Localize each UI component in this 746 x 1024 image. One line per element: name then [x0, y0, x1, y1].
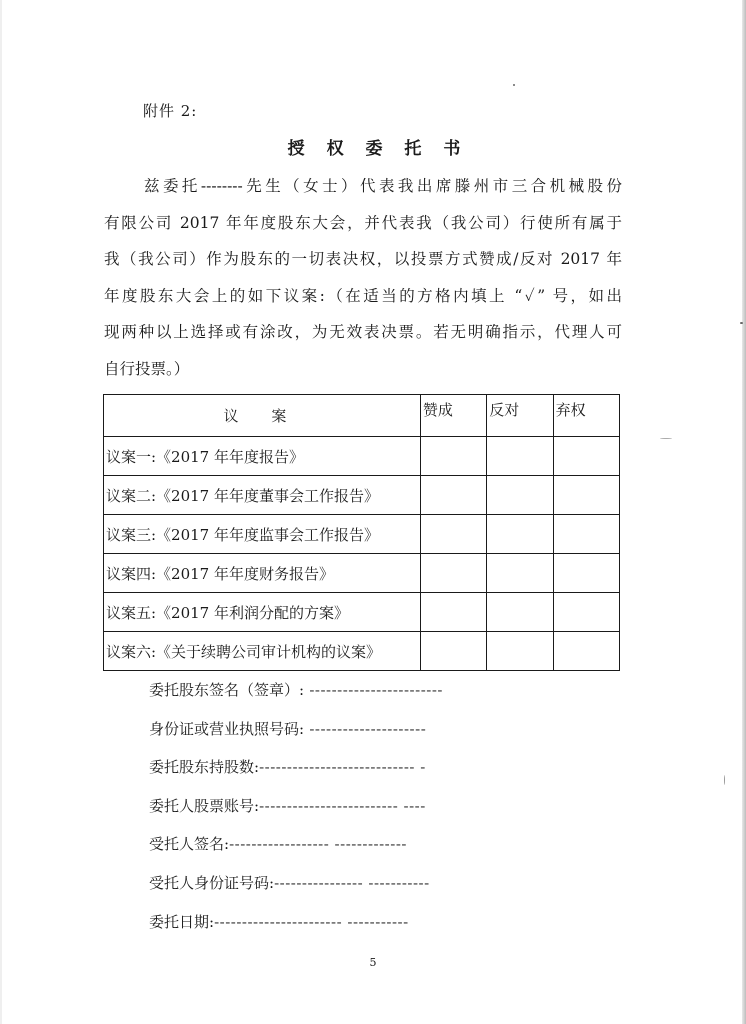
authorization-paragraph	[104, 168, 622, 387]
approve-cell[interactable]	[420, 437, 486, 476]
oppose-cell[interactable]	[487, 593, 553, 632]
abstain-cell[interactable]	[553, 632, 619, 671]
abstain-cell[interactable]	[553, 515, 619, 554]
paragraph-line: 我（我公司）作为股东的一切表决权，以投票方式赞成/反对 2017 年	[104, 250, 622, 268]
approve-cell[interactable]	[420, 632, 486, 671]
form-row-stock-account	[149, 792, 443, 831]
paragraph-line: 现两种以上选择或有涂改，为无效表决票。若无明确指示，代理人可	[104, 323, 622, 341]
paragraph-line: 兹委托--------先生（女士）代表我出席滕州市三合机械股份	[144, 177, 622, 195]
oppose-cell[interactable]	[487, 515, 553, 554]
attachment-label: 附件 2:	[143, 102, 198, 120]
form-row-date	[149, 908, 443, 947]
approve-cell[interactable]	[420, 593, 486, 632]
document-title: 授 权 委 托 书	[287, 139, 469, 159]
motion-name: 议案二:《2017 年年度董事会工作报告》	[104, 476, 421, 515]
abstain-cell[interactable]	[553, 593, 619, 632]
field-label: 委托股东持股数:	[149, 758, 260, 777]
form-row-shareholder-signature	[149, 676, 443, 715]
motion-name: 议案六:《关于续聘公司审计机构的议案》	[104, 632, 421, 671]
scan-speck	[513, 84, 515, 86]
field-label: 身份证或营业执照号码:	[149, 719, 305, 738]
page-number: 5	[369, 956, 377, 969]
stock-account-blank[interactable]: ------------------------- ----	[259, 796, 426, 815]
form-row-id-number	[149, 715, 443, 754]
field-label: 委托日期:	[149, 912, 215, 931]
scan-speck	[724, 775, 725, 785]
voting-table-header-row	[104, 395, 620, 437]
shares-held-blank[interactable]: ---------------------------- -	[259, 758, 426, 777]
approve-cell[interactable]	[420, 515, 486, 554]
header-oppose: 反对	[487, 395, 553, 437]
field-label: 受托人身份证号码:	[149, 873, 275, 892]
table-row	[104, 476, 620, 515]
oppose-cell[interactable]	[487, 476, 553, 515]
oppose-cell[interactable]	[487, 554, 553, 593]
signature-form	[149, 676, 443, 946]
abstain-cell[interactable]	[553, 476, 619, 515]
table-row	[104, 593, 620, 632]
date-blank[interactable]: ----------------------- -----------	[214, 912, 409, 931]
motion-name: 议案一:《2017 年年度报告》	[104, 437, 421, 476]
field-label: 委托人股票账号:	[149, 796, 260, 815]
id-number-blank[interactable]: ---------------------	[304, 719, 427, 738]
table-row	[104, 554, 620, 593]
motion-name: 议案四:《2017 年年度财务报告》	[104, 554, 421, 593]
form-row-shares-held	[149, 753, 443, 792]
proxy-signature-blank[interactable]: ------------------ -------------	[229, 835, 407, 854]
table-row	[104, 515, 620, 554]
field-label: 受托人签名:	[149, 835, 230, 854]
abstain-cell[interactable]	[553, 437, 619, 476]
paragraph-line: 年度股东大会上的如下议案:（在适当的方格内填上 “✓” 号，如出	[104, 286, 622, 305]
oppose-cell[interactable]	[487, 437, 553, 476]
paragraph-line: 自行投票。）	[104, 359, 190, 378]
table-row	[104, 437, 620, 476]
form-row-proxy-signature	[149, 830, 443, 869]
field-label: 委托股东签名（签章）:	[149, 681, 305, 699]
proxy-id-blank[interactable]: ---------------- -----------	[274, 873, 430, 892]
scan-speck	[740, 322, 743, 324]
abstain-cell[interactable]	[553, 554, 619, 593]
header-motion: 议 案	[104, 395, 421, 437]
motion-name: 议案五:《2017 年利润分配的方案》	[104, 593, 421, 632]
approve-cell[interactable]	[420, 554, 486, 593]
form-row-proxy-id	[149, 869, 443, 908]
motion-name: 议案三:《2017 年年度监事会工作报告》	[104, 515, 421, 554]
oppose-cell[interactable]	[487, 632, 553, 671]
header-abstain: 弃权	[553, 395, 619, 437]
header-approve: 赞成	[420, 395, 486, 437]
approve-cell[interactable]	[420, 476, 486, 515]
scan-speck	[660, 438, 672, 439]
voting-table	[103, 394, 620, 671]
signature-blank[interactable]: ------------------------	[304, 681, 443, 699]
paragraph-line: 有限公司 2017 年年度股东大会，并代表我（我公司）行使所有属于	[104, 213, 622, 232]
table-row	[104, 632, 620, 671]
